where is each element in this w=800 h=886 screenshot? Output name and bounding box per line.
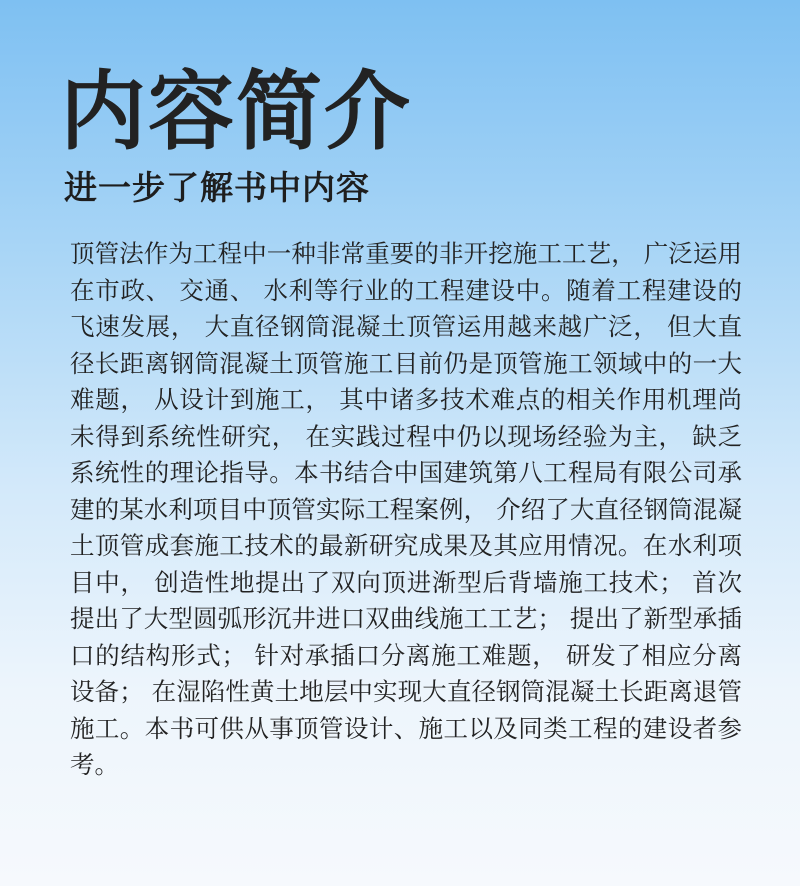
intro-paragraph: 顶管法作为工程中一种非常重要的非开挖施工工艺， 广泛运用在市政、 交通、 水利等行业的工程建设中。随着工程建设的飞速发展， 大直径钢筒混凝土顶管运用越来越广泛， 但大直径长距离钢筒混凝土顶管施工目前仍是顶管施工领域中的一大难题， 从设计到施工， 其中诸多技术难点的相关作用机理尚未得到系统性研究， 在实践过程中仍以现场经验为主， 缺乏系统性的理论指导。本书结合中国建筑第八工程局有限公司承建的某水利项目中顶管实际工程案例， 介绍了大直径钢筒混凝土顶管成套施工技术的最新研究成果及其应用情况。在水利项目中， 创造性地提出了双向顶进渐型后背墙施工技术； 首次提出了大型圆弧形沉井进口双曲线施工工艺； 提出了新型承插口的结构形式； 针对承插口分离施工难题， 研发了相应分离设备； 在湿陷性黄土地层中实现大直径钢筒混凝土长距离退管施工。本书可供从事顶管设计、施工以及同类工程的建设者参考。 — [70, 239, 742, 779]
page-subtitle: 进一步了解书中内容 — [64, 168, 370, 207]
page-title: 内容简介 — [60, 62, 412, 162]
